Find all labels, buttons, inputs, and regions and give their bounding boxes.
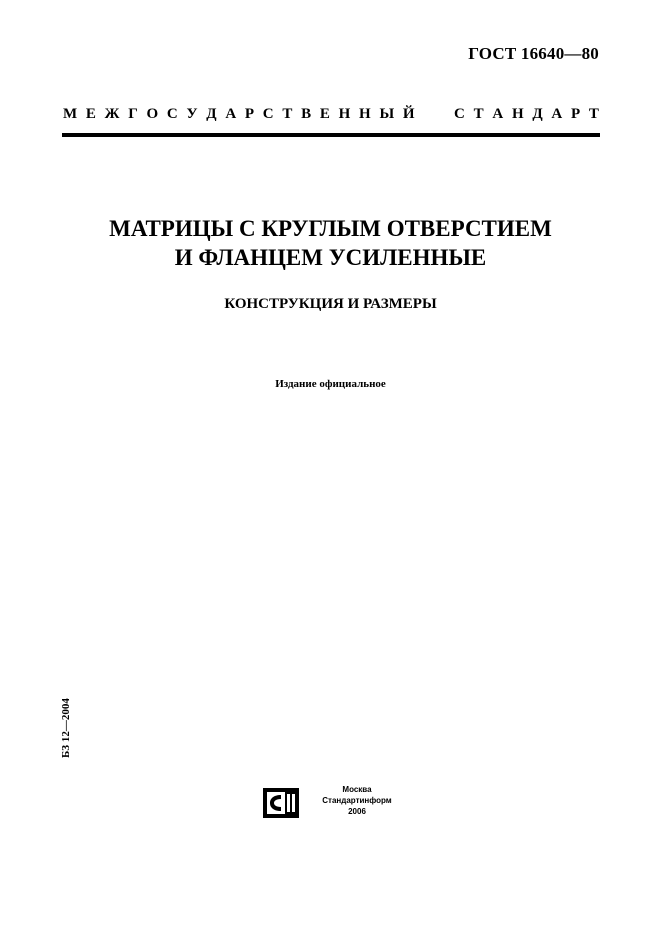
document-title bbox=[0, 214, 661, 272]
standard-type-letter: Ы bbox=[379, 106, 395, 122]
standard-type-letter: С bbox=[262, 106, 274, 122]
standard-type-letter: Р bbox=[571, 106, 581, 122]
standartinform-logo-icon bbox=[263, 788, 299, 818]
standard-type-letter: Т bbox=[473, 106, 484, 122]
title-line-2: И ФЛАНЦЕМ УСИЛЕННЫЕ bbox=[174, 245, 487, 270]
publisher-block bbox=[312, 784, 402, 817]
standard-type-letter: Н bbox=[338, 106, 351, 122]
standard-type-letter: С bbox=[166, 106, 178, 122]
standard-type-letter: Д bbox=[206, 106, 217, 122]
standard-type-letter: А bbox=[551, 106, 563, 122]
standard-type-letter: Р bbox=[244, 106, 255, 122]
publisher-city: Москва bbox=[342, 785, 372, 794]
header-rule bbox=[62, 133, 600, 137]
standard-type-letter: Е bbox=[319, 106, 330, 122]
standard-type-letter: Н bbox=[359, 106, 371, 122]
standard-type-letter: А bbox=[492, 106, 504, 122]
standard-type-letter: Т bbox=[588, 106, 599, 122]
standard-type-letter: Н bbox=[511, 106, 524, 122]
standard-type-letter: Е bbox=[85, 106, 96, 122]
gost-number: ГОСТ 16640—80 bbox=[468, 44, 599, 63]
standard-type-letter: Ж bbox=[104, 106, 120, 122]
edition-note: Издание официальное bbox=[275, 378, 386, 390]
standard-type-letter: Д bbox=[532, 106, 543, 122]
standard-type-letter: О bbox=[146, 106, 159, 122]
document-subtitle: КОНСТРУКЦИЯ И РАЗМЕРЫ bbox=[224, 296, 437, 312]
publisher-name: Стандартинформ bbox=[322, 796, 392, 805]
side-code: БЗ 12—2004 bbox=[60, 698, 72, 758]
standard-type-heading bbox=[63, 106, 599, 123]
publisher-year: 2006 bbox=[348, 807, 366, 816]
standard-type-letter: Т bbox=[282, 106, 293, 122]
word-gap bbox=[423, 106, 445, 123]
standard-type-letter: Й bbox=[402, 106, 415, 122]
standard-type-letter: В bbox=[301, 106, 312, 122]
standard-type-letter: У bbox=[186, 106, 198, 122]
title-line-1: МАТРИЦЫ С КРУГЛЫМ ОТВЕРСТИЕМ bbox=[109, 216, 552, 241]
standard-type-letter: С bbox=[454, 106, 465, 122]
standard-type-letter: А bbox=[225, 106, 237, 122]
standard-type-letter: Г bbox=[128, 106, 138, 122]
standard-type-letter: М bbox=[63, 106, 78, 122]
